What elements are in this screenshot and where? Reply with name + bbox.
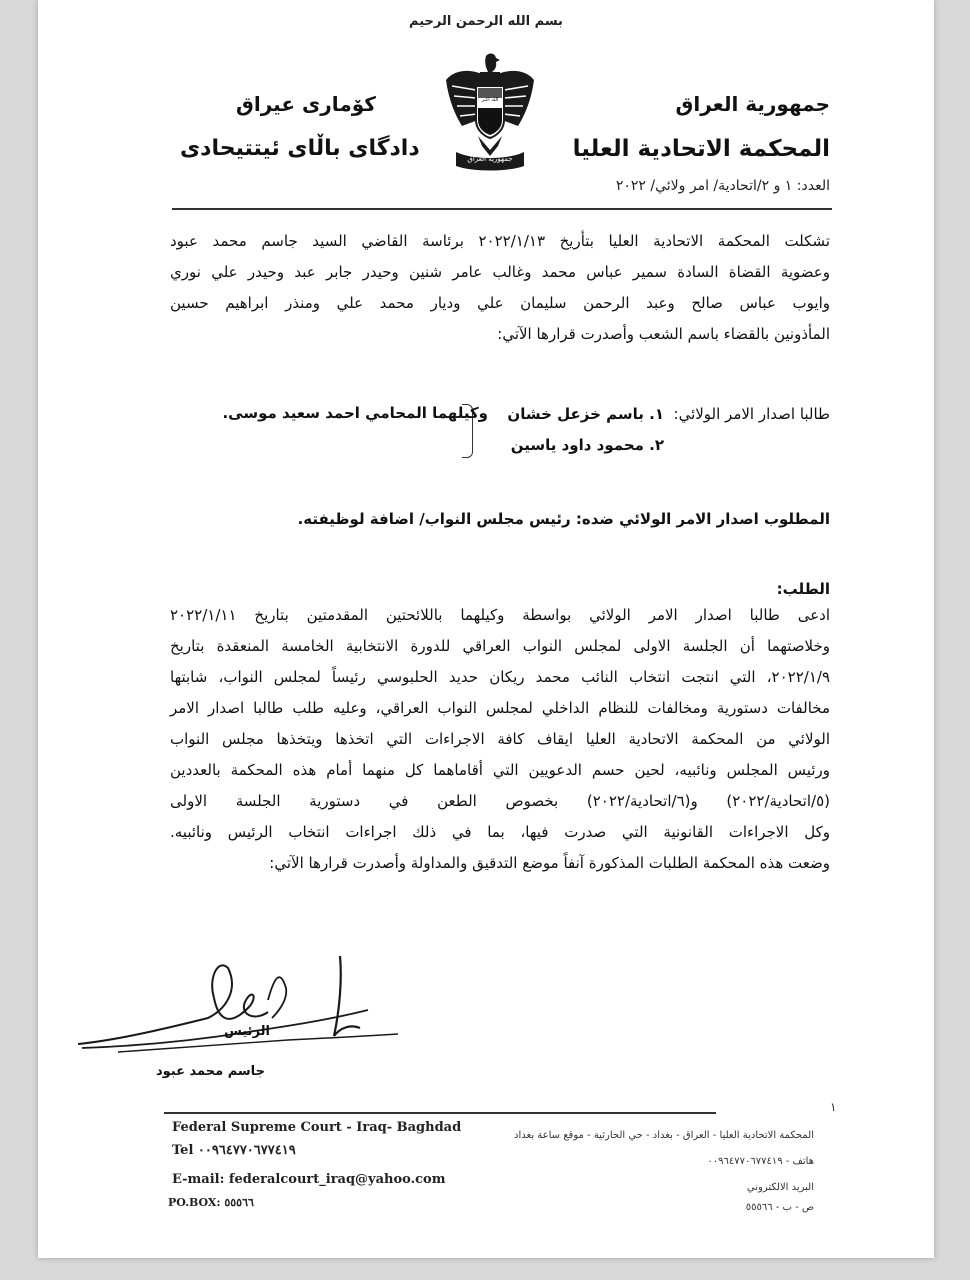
request-line: وكل الاجراءات القانونية التي صدرت فيها، بما في ذلك اجراءات انتخاب الرئيس ونائبيه. bbox=[170, 823, 830, 841]
intro-line: وايوب عباس صالح وعبد الرحمن سليمان علي وديار محمد علي ومنذر ابراهيم حسين bbox=[170, 294, 830, 312]
request-line: ادعى طالبا اصدار الامر الولائي بواسطة وكيلهما باللائحتين المقدمتين بتاريخ ٢٠٢٢/١/١١ bbox=[170, 606, 830, 624]
request-line: وخلاصتهما أن الجلسة الاولى لمجلس النواب العراقي للدورة الانتخابية الخامسة المنعقدة بتاريخ bbox=[170, 637, 830, 655]
republic-kurdish: كۆماری عیراق bbox=[236, 92, 376, 116]
request-line: (٥/اتحادية/٢٠٢٢) و(٦/اتحادية/٢٠٢٢) بخصوص الطعن في دستورية الجلسة الاولى bbox=[170, 792, 830, 810]
signature-name: جاسم محمد عبود bbox=[156, 1064, 265, 1079]
court-name-kurdish: دادگای باڵای ئیتتیحادی bbox=[180, 136, 420, 161]
request-line: مخالفات دستورية ومخالفات للنظام الداخلي لمجلس النواب العراقي، وعليه طلب طالبا اصدار الامر bbox=[170, 699, 830, 717]
request-line: الولائي من المحكمة الاتحادية العليا ايقاف كافة الاجراءات التي اتخذها ويتخذها مجلس النواب bbox=[170, 730, 830, 748]
signature-scribble bbox=[78, 948, 408, 1078]
signature-title: الرئيس bbox=[224, 1024, 270, 1039]
emblem-caption: جمهورية العراق bbox=[467, 155, 513, 163]
request-line: ورئيس المجلس ونائبيه، لحين حسم الدعويين التي أقاماهما كل منهما أمام هذه المحكمة بالعددين bbox=[170, 761, 830, 779]
counsel: وكيلهما المحامي احمد سعيد موسى. bbox=[222, 404, 488, 422]
request-line: وضعت هذه المحكمة الطلبات المذكورة آنفاً موضع التدقيق والمداولة وأصدرت قرارها الآتي: bbox=[269, 854, 830, 872]
request-heading: الطلب: bbox=[776, 580, 830, 598]
footer-divider bbox=[164, 1112, 716, 1114]
footer-tel-en: Tel ٠٠٩٦٤٧٧٠٦٧٧٤١٩ bbox=[172, 1143, 296, 1158]
footer-address-ar: المحكمة الاتحادية العليا - العراق - بغداد - حي الحارثية - موقع ساعة بغداد bbox=[514, 1130, 814, 1141]
basmala: بسم الله الرحمن الرحيم bbox=[409, 14, 563, 29]
emblem-takbir: الله اكبر bbox=[481, 97, 499, 103]
intro-line: المأذونين بالقضاء باسم الشعب وأصدرت قرارها الآتي: bbox=[497, 325, 830, 343]
intro-line: تشكلت المحكمة الاتحادية العليا بتأريخ ٢٠٢٢/١/١٣ برئاسة القاضي السيد جاسم محمد عبود bbox=[170, 232, 830, 250]
request-line: ٢٠٢٢/١/٩، التي انتجت انتخاب النائب محمد ريكان حديد الحلبوسي رئيساً لمجلس النواب، شابتها bbox=[170, 668, 830, 686]
footer-court-en: Federal Supreme Court - Iraq- Baghdad bbox=[172, 1120, 462, 1135]
applicant-2: ٢. محمود داود ياسين bbox=[510, 436, 664, 454]
footer-phone-ar: هاتف - ٠٠٩٦٤٧٧٠٦٧٧٤١٩ bbox=[707, 1156, 814, 1167]
footer-email-en: E-mail: federalcourt_iraq@yahoo.com bbox=[172, 1172, 446, 1187]
intro-paragraph bbox=[170, 226, 830, 350]
header-divider bbox=[172, 208, 832, 210]
request-paragraph bbox=[170, 600, 830, 879]
page-number: ١ bbox=[830, 1100, 837, 1114]
court-name-arabic: المحكمة الاتحادية العليا bbox=[572, 136, 830, 162]
applicants-label: طالبا اصدار الامر الولائي: bbox=[673, 405, 830, 423]
footer-email-label-ar: البريد الالكتروني bbox=[746, 1182, 814, 1193]
document-page bbox=[38, 0, 934, 1258]
respondent: المطلوب اصدار الامر الولائي ضده: رئيس مجلس النواب/ اضافة لوظيفته. bbox=[297, 510, 830, 528]
intro-line: وعضوية القضاة السادة سمير عباس محمد وغالب عامر شنين وحيدر جابر عبد وحيدر علي نوري bbox=[170, 263, 830, 281]
iraq-emblem bbox=[442, 50, 538, 172]
footer-pobox-ar: ص - ب - ٥٥٥٦٦ bbox=[745, 1202, 814, 1213]
applicant-1: ١. باسم خزعل خشان bbox=[507, 405, 664, 423]
republic-arabic: جمهورية العراق bbox=[675, 92, 830, 116]
footer-pobox-en: PO.BOX: ٥٥٥٦٦ bbox=[168, 1196, 254, 1209]
reference-number: العدد: ١ و ٢/اتحادية/ امر ولائي/ ٢٠٢٢ bbox=[615, 178, 830, 194]
